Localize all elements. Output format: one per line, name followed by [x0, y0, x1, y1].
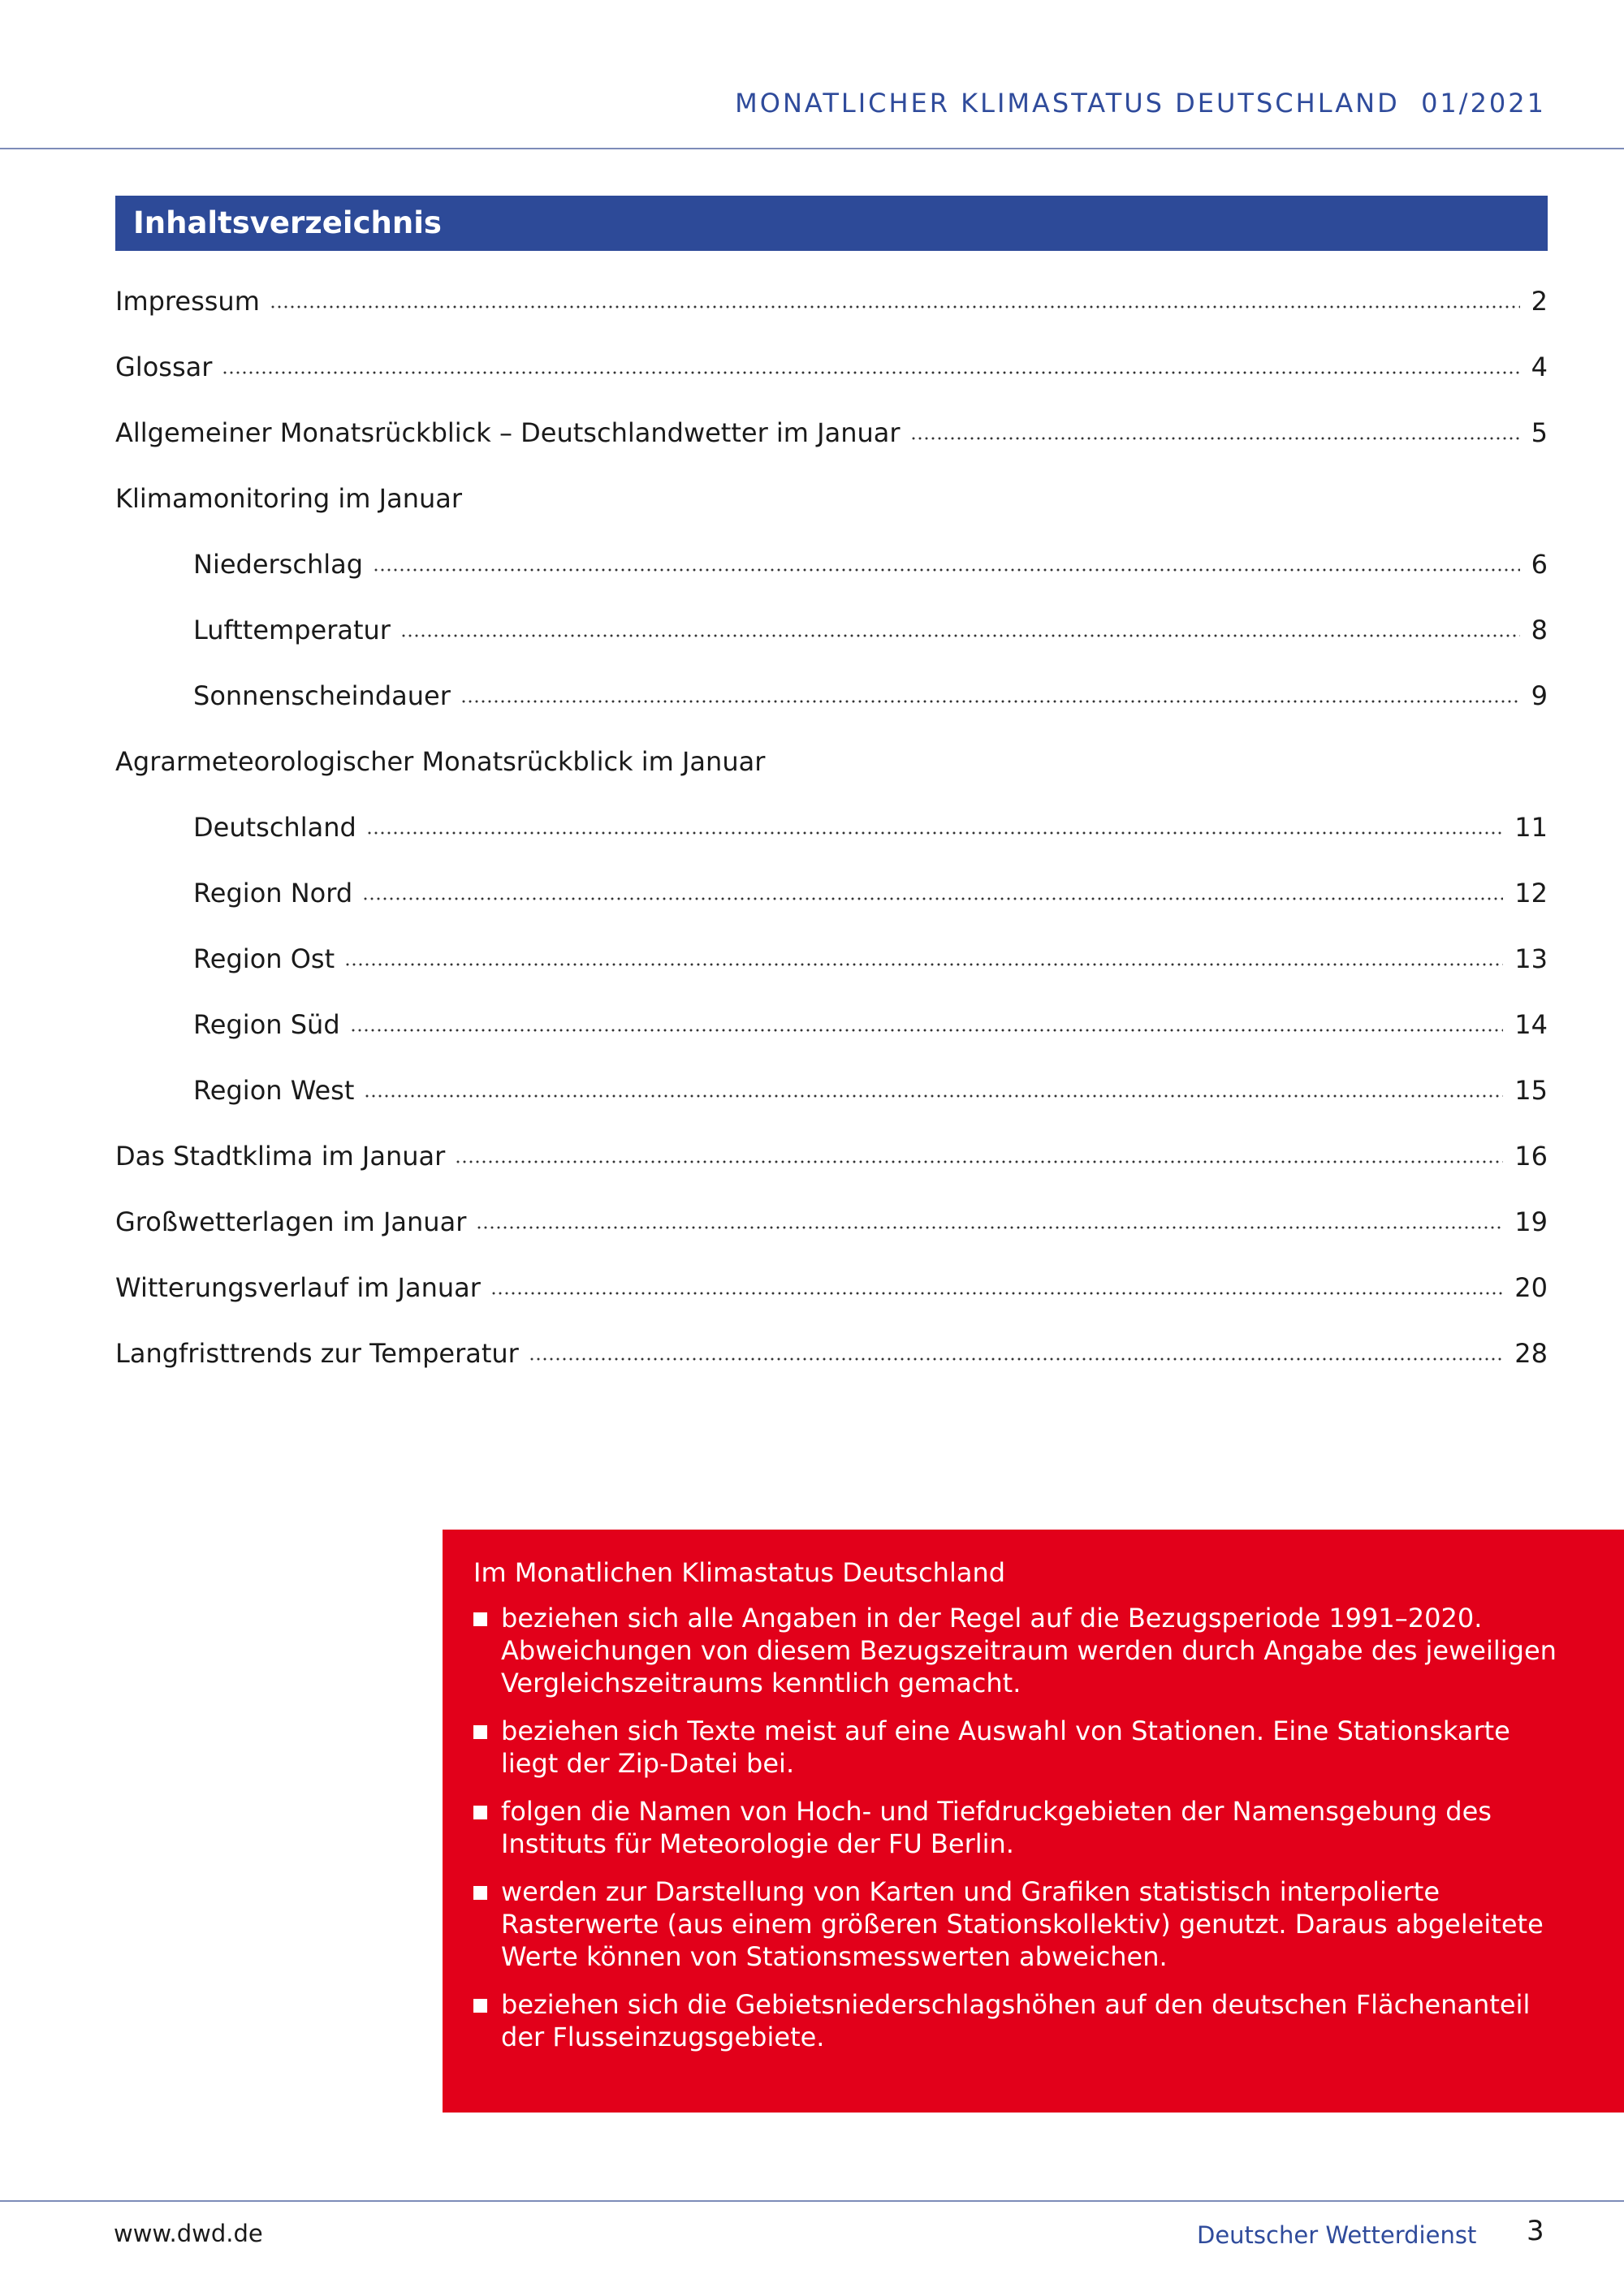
toc-entry[interactable]	[115, 1138, 1548, 1174]
square-bullet-icon	[473, 1725, 487, 1739]
info-list-item	[473, 1875, 1575, 1973]
toc-leader-dots	[270, 305, 1520, 309]
toc-section-heading	[115, 481, 1548, 516]
info-list-item	[473, 1795, 1575, 1860]
header-divider	[0, 148, 1624, 149]
toc-entry-page: 13	[1514, 943, 1548, 974]
toc-heading: Inhaltsverzeichnis	[133, 205, 442, 240]
toc-entry-title: Region Süd	[193, 1009, 340, 1040]
toc-entry-title: Großwetterlagen im Januar	[115, 1206, 467, 1237]
toc-entry[interactable]	[193, 678, 1548, 714]
footer-divider	[0, 2200, 1624, 2202]
toc-entry-title: Allgemeiner Monatsrückblick – Deutschlandwetter im Januar	[115, 417, 901, 448]
square-bullet-icon	[473, 1886, 487, 1900]
toc-entry-title: Glossar	[115, 352, 213, 382]
square-bullet-icon	[473, 1806, 487, 1819]
toc-leader-dots	[455, 1160, 1503, 1163]
toc-entry[interactable]	[193, 809, 1548, 845]
toc-leader-dots	[366, 831, 1503, 835]
info-item-text: beziehen sich Texte meist auf eine Auswahl von Stationen. Eine Stationskarte liegt der Zip-Datei bei.	[501, 1716, 1510, 1779]
footer-organization: Deutscher Wetterdienst	[1197, 2221, 1477, 2249]
toc-entry-page: 4	[1531, 352, 1548, 382]
toc-entry-page: 8	[1531, 615, 1548, 645]
toc-entry-page: 20	[1514, 1272, 1548, 1303]
info-box	[443, 1530, 1624, 2113]
toc-entry-title: Impressum	[115, 286, 260, 317]
toc-entry-title: Region West	[193, 1075, 355, 1106]
toc-entry-page: 6	[1531, 549, 1548, 580]
toc-leader-dots	[476, 1226, 1503, 1229]
toc-entry-title: Region Nord	[193, 878, 353, 908]
info-list-item	[473, 1715, 1575, 1780]
toc-leader-dots	[350, 1029, 1504, 1032]
toc-entry-page: 14	[1514, 1009, 1548, 1040]
toc-leader-dots	[460, 700, 1520, 703]
info-item-text: folgen die Namen von Hoch- und Tiefdruckgebieten der Namensgebung des Instituts für Meteorologie der FU Berlin.	[501, 1796, 1492, 1859]
square-bullet-icon	[473, 1999, 487, 2013]
toc-entry-page: 11	[1514, 812, 1548, 843]
header-issue: 01/2021	[1421, 88, 1546, 119]
toc-entry-page: 12	[1514, 878, 1548, 908]
toc-entry-page: 9	[1531, 680, 1548, 711]
toc-entry-page: 16	[1514, 1141, 1548, 1172]
toc-entry-title: Klimamonitoring im Januar	[115, 483, 463, 514]
toc-entry[interactable]	[115, 349, 1548, 385]
toc-entry-title: Niederschlag	[193, 549, 364, 580]
toc-entry-title: Das Stadtklima im Januar	[115, 1141, 446, 1172]
toc-leader-dots	[910, 437, 1520, 440]
toc-leader-dots	[490, 1292, 1503, 1295]
info-list-item	[473, 1602, 1575, 1699]
toc-entry[interactable]	[193, 941, 1548, 977]
toc-entry[interactable]	[115, 1204, 1548, 1240]
toc-entry-page: 2	[1531, 286, 1548, 317]
info-list-item	[473, 1988, 1575, 2053]
toc-leader-dots	[344, 963, 1503, 966]
square-bullet-icon	[473, 1612, 487, 1626]
toc-heading-banner	[115, 196, 1548, 251]
toc-entry[interactable]	[193, 1007, 1548, 1042]
toc-entry[interactable]	[193, 1072, 1548, 1108]
toc-entry[interactable]	[115, 1336, 1548, 1371]
toc-entry-page: 15	[1514, 1075, 1548, 1106]
toc-entry[interactable]	[115, 1270, 1548, 1306]
toc-leader-dots	[222, 371, 1519, 374]
toc-entry-page: 5	[1531, 417, 1548, 448]
toc-entry[interactable]	[115, 283, 1548, 319]
toc-entry-page: 19	[1514, 1206, 1548, 1237]
info-item-text: werden zur Darstellung von Karten und Grafiken statistisch interpolierte Rasterwerte (aus einem größeren Stationskollektiv) genutzt. Daraus abgeleitete Werte können von Stationsmesswerten abweichen.	[501, 1876, 1544, 1972]
toc-entry[interactable]	[115, 415, 1548, 451]
document-header	[735, 88, 1546, 119]
toc-leader-dots	[373, 568, 1520, 572]
toc-leader-dots	[529, 1357, 1503, 1361]
toc-entry-title: Langfristtrends zur Temperatur	[115, 1338, 519, 1369]
page-number: 3	[1527, 2215, 1544, 2247]
toc-entry-title: Deutschland	[193, 812, 356, 843]
info-box-title: Im Monatlichen Klimastatus Deutschland	[473, 1557, 1006, 1588]
toc-entry[interactable]	[193, 875, 1548, 911]
toc-entry-title: Sonnenscheindauer	[193, 680, 451, 711]
toc-entry-title: Agrarmeteorologischer Monatsrückblick im Januar	[115, 746, 766, 777]
toc-leader-dots	[364, 1094, 1503, 1098]
toc-entry-title: Lufttemperatur	[193, 615, 391, 645]
toc-leader-dots	[362, 897, 1503, 900]
toc-entry[interactable]	[193, 612, 1548, 648]
info-item-text: beziehen sich die Gebietsniederschlagshöhen auf den deutschen Flächenanteil der Flusseinzugsgebiete.	[501, 1989, 1531, 2052]
header-title: MONATLICHER KLIMASTATUS DEUTSCHLAND	[735, 88, 1400, 119]
toc-entry-title: Region Ost	[193, 943, 335, 974]
toc-entry[interactable]	[193, 546, 1548, 582]
toc-section-heading	[115, 744, 1548, 779]
footer-url-link[interactable]: www.dwd.de	[114, 2220, 263, 2247]
info-item-text: beziehen sich alle Angaben in der Regel auf die Bezugsperiode 1991–2020. Abweichungen von diesem Bezugszeitraum werden durch Angabe des jeweiligen Vergleichszeitraums kenntlich gemacht.	[501, 1603, 1557, 1698]
toc-entry-page: 28	[1514, 1338, 1548, 1369]
toc-entry-title: Witterungsverlauf im Januar	[115, 1272, 481, 1303]
toc-leader-dots	[400, 634, 1520, 637]
